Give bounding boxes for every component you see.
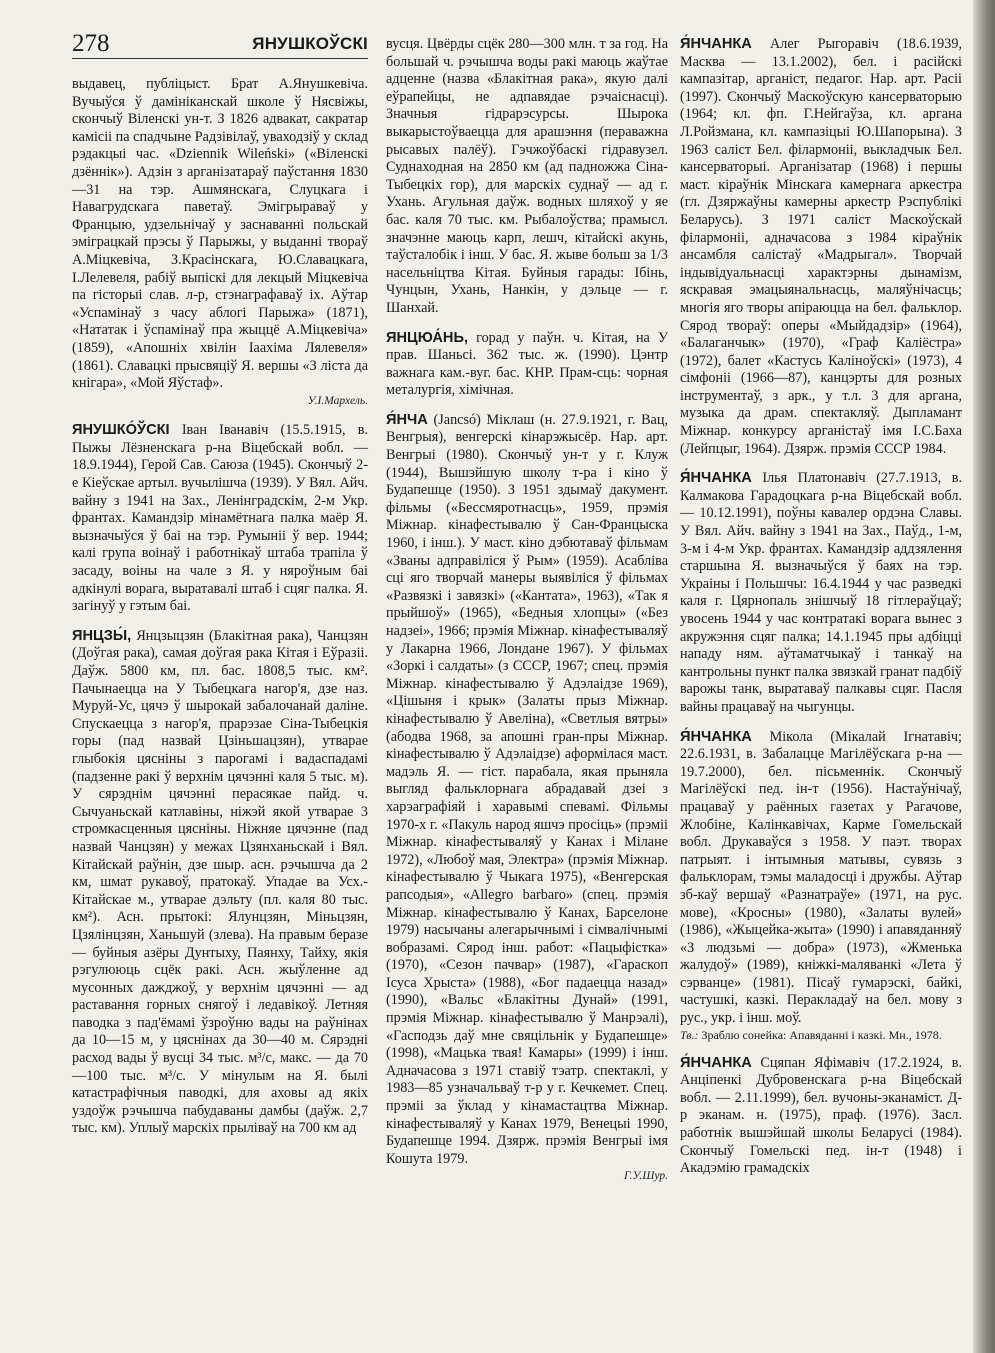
entry-text: выдавец, публіцыст. Брат А.Янушкевіча. Вучыўся ў дамініканскай школе ў Нясвіжы, скончыў Віленскі ун-т. З 1826 адвакат, сакратар камісіі па спадчыне Радзівілаў, уваходзіў у склад рэдакцыі час. «Dziennik Wileński» («Віленскі дзённік»). Адзін з арганізатараў паўстання 1830—31 на тэр. Ашмянскага, Слуцкага і Навагрудскага паветаў. Эмігрыраваў у Францыю, удзельнічаў у заснаванні польскай эміграцкай прэсы ў Парыжы, у выданні твораў А.Міцкевіча, З.Красінскага, Ю.Славацкага, І.Лелевеля, рабіў выпіскі для лекцый Міцкевіча па гісторыі слав. л-р, стэнаграфаваў іх. Аўтар «Успамінаў з часу аблогі Парыжа» (1871), «Нататак і ўспамінаў пра жыццё А.Міцкевіча» (1859), «Апошніх хвілін Іаахіма Лялевеля» (1861). Славацкі прысвяціў Я. вершы «З ліста да кнігара», «Мой Яўстаф».	[72, 76, 368, 392]
entry-author: Г.У.Шур.	[623, 1170, 668, 1183]
works-label: Тв.:	[680, 1027, 699, 1042]
entry-text: (Jancsó) Міклаш (н. 27.9.1921, г. Вац, Венгрыя), венгерскі кінарэжысёр. Нар. арт. Венгрыі (1980). Скончыў ун-т у г. Клуж (1944), Вышэйшую школу т-ра і кіно ў Будапешце (1950). З 1951 здымаў дакумент. фільмы («Бессмяротнасць», 1959, прэмія Міжнар. кінафестывалю ў Сан-Францыска 1960, і інш.). У маст. кіно дэбютаваў фільмам «Званы адправіліся ў Рым» (1959). Асабліва сці яго творчай манеры выявіліся ў фільмах «Развязкі і завязкі» («Кантата», 1963), «Так я прыйшоў» (1965), «Бедныя хлопцы» («Без надзеі», 1966; прэмія Міжнар. кінафестываляў у Лакарна 1966, Лондане 1967). У фільмах «Зоркі і салдаты» (з СССР, 1967; спец. прэмія Міжнар. кінафестывалю ў Адэлаідзе 1969), «Цішыня і крык» (Залаты прыз Міжнар. кінафестывалю ў Авеліна), «Светлыя вятры» (абодва 1968, за апошні гран-пры Міжнар. кінафестывалю ў Адэлаідзе) аформілася маст. мадэль Я. — гіст. парабала, якая прыняла выгляд фальклорнага абрадавай дзеі з харэаграфіяй і харавымі спевамі. Фільмы 1970-х г. «Пакуль народ яшчэ просіць» (прэміі Міжнар. кінафестываляў у Канах і Мілане 1972), «Любоў мая, Электра» (прэмія Міжнар. кінафестывалю ў Чыкага 1975), «Венгерская рапсодыя», «Allegro barbaro» (спец. прэмія Міжнар. кінафестывалю ў Канах, Барселоне 1979) насычаны алегарычнымі і сімвалічнымі вобразамі. Сярод інш. работ: «Пацыфістка» (1970), «Сезон пачвар» (1987), «Гараскоп Ісуса Хрыста» (1988), «Бог падаецца назад» (1990), «Вальс «Блакітны Дунай» (1991, прэмія Міжнар. кінафестывалю ў Манрэалі), «Гасподзь даў мне свяцільнік у Будапешце» (1998), «Мацька твая! Камары» (1999) і інш. Адначасова з 1971 ставіў тэатр. спектаклі, у 1983—85 узначальваў т-р у г. Кечкемет. Спец. прэміі за ўклад у кінамастацтва Міжнар. кінафестываляў у Канах 1979, Венецыі 1990, Будапешце 1994. Дзярж. прэмія Венгрыі імя Кошута 1979.	[386, 411, 668, 1167]
headword: ЯНЦЮА́НЬ,	[386, 329, 468, 346]
continued-entry	[72, 76, 368, 410]
entry-yanchanka-stsiapan	[680, 1055, 962, 1178]
entry-yantsyuan	[386, 330, 668, 400]
entry-text: Янцзыцзян (Блакітная рака), Чанцзян (Доўгая рака), самая доўгая рака Кітая і Еўразіі. Даўж. 5800 км, пл. бас. 1808,5 тыс. км². Пачынаецца на У Тыбецкага нагор'я, дзе наз. Муруй-Ус, цячэ ў шырокай забалочанай даліне. Спускаецца з нагор'я, прарэзае Сіна-Тыбецкія горы (пад назвай Цзіньшацзян), утварае глыбокія цясніны з парогамі і вадаспадамі (падзенне ракі ў верхнім цячэнні каля 5 тыс. м). У сярэднім цячэнні перасякае пайд. ч. Сычуаньскай катлавіны, ніжэй якой утварае 3 стромкасценныя цясніны. Ніжняе цячэнне (пад назвай Чанцзян) у межах Цзянханьскай і Вял. Кітайскай раўнін, дзе шыр. асн. рэчышча да 2 км, шмат рукавоў, пратокаў. Упадае ва Усх.-Кітайскае м., утварае дэльту (пл. каля 80 тыс. км²). Асн. прытокі: Ялунцзян, Міньцзян, Цзялінцзян, Ханьшуй (злева). На правым беразе — буйныя азёры Дунтыху, Паянху, Тайху, якія рэгулююць сцёк ракі. Асн. жыўленне ад мусонных дажджоў, у верхнім цячэнні — ад раставання горных снягоў і ледавікоў. Летняя паводка з пад'ёмамі ўзроўню вады на раўнінах да 10—15 м, у цяснінах да 30—40 м. Сярэдні расход вады ў вусці 34 тыс. м³/с, макс. — да 70—100 тыс. м³/с. У мінулым на Я. былі катастрафічныя паводкі, для аховы ад якіх уздоўж рэчышча пабудаваны дамбы (даўж. 2,7 тыс. км). Уплыў марскіх прыліваў на 700 км ад	[72, 627, 368, 1137]
entry-text: Мікола (Мікалай Ігнатавіч; 22.6.1931, в. Забалацце Магілёўскага р-на — 19.7.2000), бел. пісьменнік. Скончыў Магілёўскі пед. ін-т (1956). Настаўнічаў, працаваў у раённых газетах у Рагачове, Жлобіне, Калінкавічах, Карме Гомельскай вобл. Друкаваўся з 1958. У паэт. творах патрыят. і інтымныя матывы, сувязь з фальклорам, тэмы маладосці і дружбы. Аўтар зб-каў вершаў «Разнатраўе» (1971, на рус. мове), «Кросны» (1980), «Залаты вулей» (1986), «Жыцейка-жыта» (1990) і апавяданняў «З людзьмі — добра» (1973), «Жменька жалудоў» (1989), кніжкі-маляванкі «Лета ў сэрванце» (1981). Пісаў гумарэскі, байкі, частушкі, казкі. Перакладаў на бел. мову з рус., укр. і інш. моў.	[680, 728, 962, 1027]
works-list	[680, 1028, 962, 1043]
entry-yantszy	[72, 628, 368, 1138]
page-gutter-shadow	[973, 0, 995, 1353]
entry-yanchanka-aleh	[680, 36, 962, 458]
entry-yanchanka-ilya	[680, 470, 962, 716]
column-3	[680, 36, 962, 1190]
headword: Я́НЧАНКА	[680, 36, 752, 52]
column-2	[386, 36, 668, 1198]
continued-entry-yantszy	[386, 36, 668, 318]
entry-yancha	[386, 412, 668, 1186]
entry-text: вусця. Цвёрды сцёк 280—300 млн. т за год. На большай ч. рэчышча воды ракі маюць жаўтае адценне (назва «Блакітная рака», якую далі еўрапейцы, не адпавядае рэчаіснасці). Значныя гідрарэсурсы. Шырока выкарыстоўваецца для арашэння (пераважна рысавых палёў). Гэчжоўбаскі гідравузел. Суднаходная на 2850 км (ад падножжа Сіна-Тыбецкіх гор), для марскіх суднаў — ад г. Ухань. Агульная даўж. водных шляхоў у яе бас. каля 70 тыс. км. Рыбалоўства; прамысл. значэнне маюць карп, лешч, кітайскі акунь, таўсталобік і інш. У бас. Я. жыве больш за 1/3 насельніцтва Кітая. Буйныя гарады: Ібінь, Чунцын, Ухань, Нанкін, у дэльце — г. Шанхай.	[386, 36, 668, 316]
works-text: Зраблю сонейка: Апавяданні і казкі. Мн., 1978.	[701, 1027, 942, 1042]
entry-text: Ілья Платонавіч (27.7.1913, в. Калмакова Гарадоцкага р-на Віцебскай вобл. — 10.12.1991), поўны кавалер ордэна Славы. У Вял. Айч. вайну з 1941 на Зах., Паўд., 1-м, 3-м і 4-м Укр. франтах. Камандзір аддзялення старшына Я. вызначыўся ў баях на тэр. Украіны і Польшчы: 16.4.1944 у час разведкі каля г. Цярнопаль знішчыў 18 гітлераўцаў; увосень 1944 у час контратакі ворага вынес з акружэння сцяг палка; 14.1.1945 пры адбіцці нападу ням. аўтаматчыкаў і танкаў на кантрольны пункт палка звязкай гранат падбіў варожы танк, выратаваў палкавы сцяг. Пасля вайны працаваў на чыгунцы.	[680, 470, 962, 715]
column-1	[72, 76, 368, 1150]
entry-yanchanka-mikola	[680, 729, 962, 1043]
running-head: ЯНУШКОЎСКІ	[252, 34, 368, 53]
headword: Я́НЧА	[386, 411, 428, 428]
headword: ЯНЦЗЫ́,	[72, 627, 132, 644]
entry-author: У.І.Мархель.	[307, 394, 368, 407]
entry-yanushkouski	[72, 422, 368, 616]
entry-text: Іван Іванавіч (15.5.1915, в. Пыжы Лёзненскага р-на Віцебскай вобл. — 18.9.1944), Герой Сав. Саюза (1945). Скончыў 2-е Кіеўскае артыл. вучылішча (1939). У Вял. Айч. вайну з 1941 на Зах., Ленінградскім, 2-м Укр. франтах. Камандзір мінамётнага палка маёр Я. вызначыўся ў баі на тэр. Румыніі ў вер. 1944; калі група воінаў і работнікаў штаба трапіла ў засаду, воіны на чале з Я. у няроўным баі адкінулі ворага, выратавалі штаб і сцяг палка. Я. загінуў у гэтым баі.	[72, 422, 369, 615]
headword: ЯНУШКО́ЎСКІ	[72, 422, 170, 439]
entry-text: горад у паўн. ч. Кітая, на У прав. Шаньсі. 362 тыс. ж. (1990). Цэнтр важнага кам.-вуг. бас. КНР. Прам-сць: чорная металургія, хімічная.	[386, 329, 668, 399]
header-rule	[72, 58, 368, 59]
headword: Я́НЧАНКА	[680, 470, 752, 487]
headword: Я́НЧАНКА	[680, 728, 752, 745]
page-number: 278	[72, 30, 110, 57]
entry-text: Сцяпан Яфімавіч (17.2.1924, в. Анціпенкі Дубровенскага р-на Віцебскай вобл. — 2.11.1999), бел. вучоны-эканаміст. Д-р эканам. н. (1975), праф. (1976). Засл. работнік вышэйшай школы Беларусі (1984). Скончыў Гомельскі пед. ін-т (1948) і Акадэмію грамадскіх	[680, 1054, 962, 1177]
entry-text: Алег Рыгоравіч (18.6.1939, Масква — 13.1.2002), бел. і расійскі кампазітар, арганіст, педагог. Нар. арт. Расіі (1997). Скончыў Маскоўскую кансерваторыю (1964; кл. фп. Г.Нейгаўза, кл. аргана Л.Ройзмана, кл. кампазіцыі Ю.Шапорына). З 1963 саліст Бел. філармоніі, выкладчык Бел. кансерваторыі. Арганізатар (1968) і першы маст. кіраўнік Мінскага камернага аркестра (гл. Дзяржаўны камерны аркестр Рэспублікі Беларусь). З 1971 саліст Маскоўскай філармоніі, адначасова з 1984 кіраўнік ансамбля салістаў «Мадрыгал». Творчай індывідуальнасці характэрны дынамізм, яскравая эмацыянальнасць, маляўнічасць; многія яго творы апіраюцца на бел. фальклор. Сярод твораў: оперы «Мыйдадзір» (1964), «Балаганчык» (1970), «Граф Каліёстра» (1972), балет «Кастусь Каліноўскі» (1973), 4 сімфоніі (1966—87), канцэрты для розных інструментаў, з арк., у т.л. 3 для аргана, музыка да драм. спектакляў. Дыпламант Міжнар. конкурсу арганістаў імя І.С.Баха (Лейпцыг, 1964). Дзярж. прэмія СССР 1984.	[680, 36, 962, 457]
headword: Я́НЧАНКА	[680, 1054, 752, 1071]
